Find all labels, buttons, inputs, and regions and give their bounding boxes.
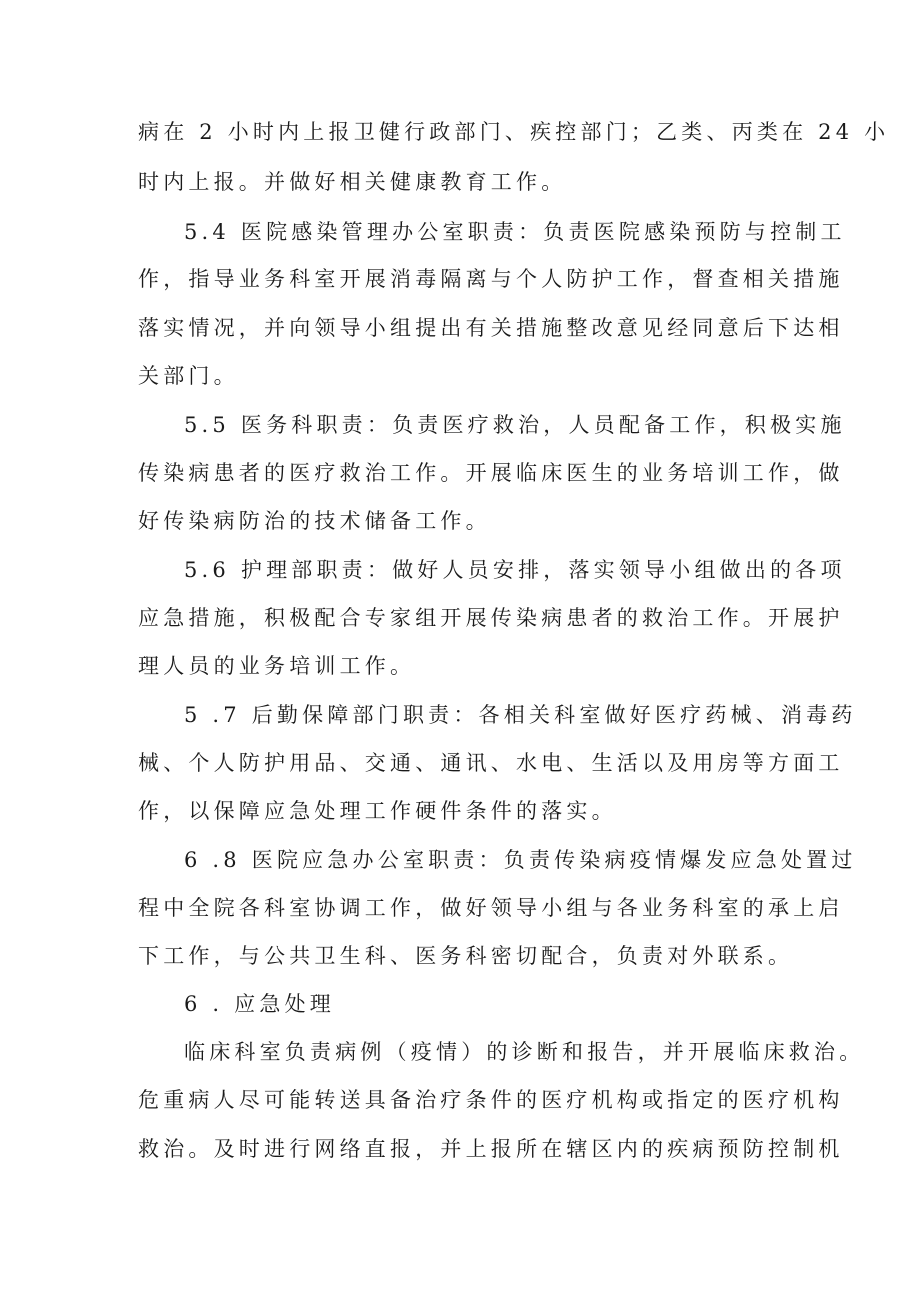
section-5-7-heading-line: 5 .7 后勤保障部门职责：各相关科室做好医疗药械、消毒药 [184,703,857,727]
section-5-4-heading-line: 5.4 医院感染管理办公室职责：负责医院感染预防与控制工 [184,220,846,244]
text-line: 危重病人尽可能转送具备治疗条件的医疗机构或指定的医疗机构 [138,1088,844,1112]
section-5-5-heading-line: 5.5 医务科职责：负责医疗救治，人员配备工作，积极实施 [184,413,846,437]
section-6-8-heading-line: 6 .8 医院应急办公室职责：负责传染病疫情爆发应急处置过 [184,848,857,872]
text-line: 作，指导业务科室开展消毒隔离与个人防护工作，督查相关措施 [138,267,844,291]
text-line: 应急措施，积极配合专家组开展传染病患者的救治工作。开展护 [138,606,844,630]
text-line: 落实情况，并向领导小组提出有关措施整改意见经同意后下达相 [138,316,844,340]
text-line: 救治。及时进行网络直报，并上报所在辖区内的疾病预防控制机 [138,1137,844,1161]
text-line: 下工作，与公共卫生科、医务科密切配合，负责对外联系。 [138,944,794,968]
text-line: 传染病患者的医疗救治工作。开展临床医生的业务培训工作，做 [138,461,844,485]
section-6-heading: 6 . 应急处理 [184,992,335,1016]
paragraph-first-line: 临床科室负责病例（疫情）的诊断和报告，并开展临床救治。 [184,1040,865,1064]
text-line: 关部门。 [138,364,239,388]
text-line: 程中全院各科室协调工作，做好领导小组与各业务科室的承上启 [138,896,844,920]
text-line: 理人员的业务培训工作。 [138,654,416,678]
text-line: 械、个人防护用品、交通、通讯、水电、生活以及用房等方面工 [138,751,844,775]
text-line: 好传染病防治的技术储备工作。 [138,509,491,533]
section-5-6-heading-line: 5.6 护理部职责：做好人员安排，落实领导小组做出的各项 [184,558,846,582]
text-line: 时内上报。并做好相关健康教育工作。 [138,170,567,194]
text-line: 病在 2 小时内上报卫健行政部门、疾控部门；乙类、丙类在 24 小 [138,120,890,144]
text-line: 作，以保障应急处理工作硬件条件的落实。 [138,799,617,823]
